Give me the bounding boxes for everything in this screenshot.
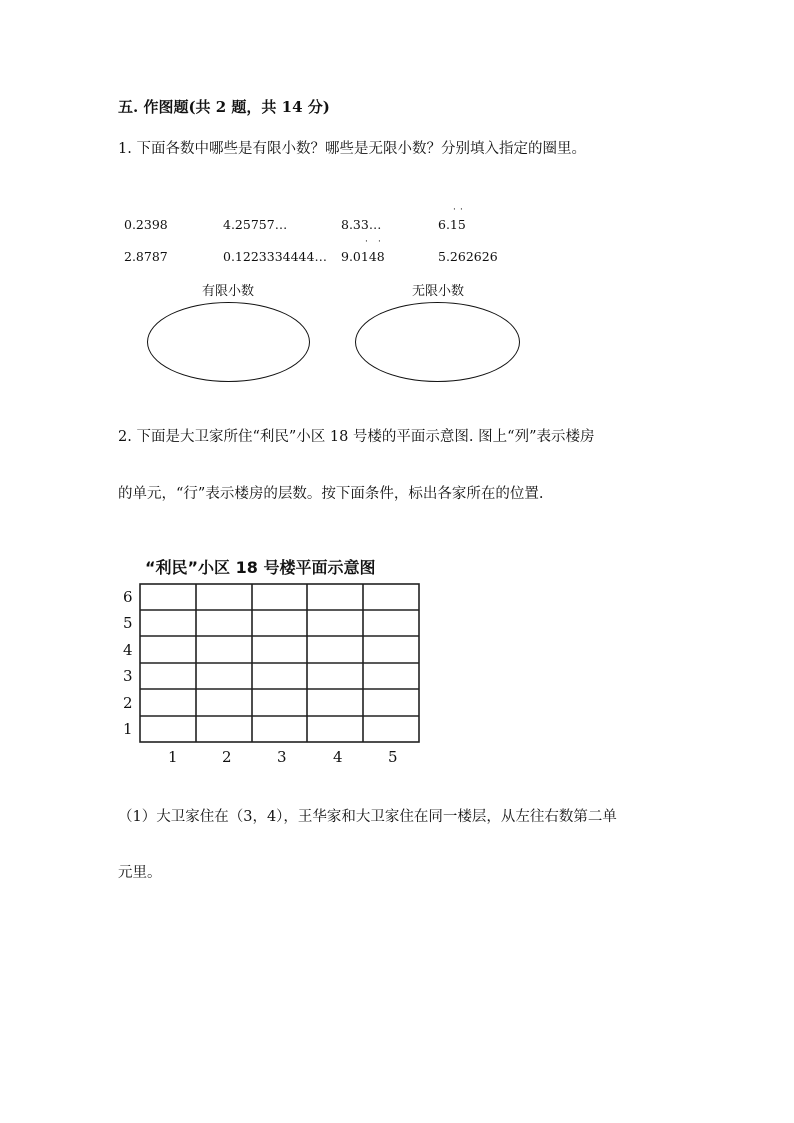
finite-decimal-label: 有限小数 [202, 284, 255, 299]
number-0-2398: 0.2398 [124, 217, 168, 232]
infinite-decimal-oval[interactable] [355, 302, 520, 382]
col-label: 5 [388, 748, 398, 766]
finite-decimal-oval[interactable] [147, 302, 310, 382]
col-label: 3 [277, 748, 287, 766]
number-0-1223334444: 0.1223334444… [223, 249, 327, 264]
row-label: 1 [123, 720, 133, 738]
number-9-0148: 9.0148 [341, 249, 385, 264]
question-1-text: 1. 下面各数中哪些是有限小数？哪些是无限小数？分别填入指定的圈里。 [118, 141, 586, 157]
number-8-33: 8.33… [341, 217, 382, 232]
row-label: 3 [123, 667, 133, 685]
repeat-dot: · [453, 205, 456, 215]
sub-question-1-line-1: （1）大卫家住在（3，4），王华家和大卫家住在同一楼层，从左往右数第二单 [118, 809, 617, 825]
row-label: 2 [123, 694, 133, 712]
grid-lines [140, 584, 419, 742]
number-5-262626: 5.262626 [438, 249, 498, 264]
question-2-line-1: 2. 下面是大卫家所住“利民”小区 18 号楼的平面示意图. 图上“列”表示楼房 [118, 429, 595, 445]
number-4-25757: 4.25757… [223, 217, 288, 232]
col-label: 2 [222, 748, 232, 766]
number-6-15: 6.15 [438, 217, 466, 232]
sub-question-1-line-2: 元里。 [118, 865, 162, 881]
col-label: 4 [333, 748, 343, 766]
col-label: 1 [168, 748, 178, 766]
repeat-dot: · [460, 205, 463, 215]
section-title: 五. 作图题(共 2 题，共 14 分) [118, 98, 330, 116]
row-label: 4 [123, 641, 133, 659]
repeat-dot: · [365, 237, 368, 247]
repeat-dot: · [378, 237, 381, 247]
row-label: 6 [123, 588, 133, 606]
grid-title: “利民”小区 18 号楼平面示意图 [145, 558, 376, 577]
number-2-8787: 2.8787 [124, 249, 168, 264]
infinite-decimal-label: 无限小数 [412, 284, 465, 299]
row-label: 5 [123, 614, 133, 632]
question-2-line-2: 的单元，“行”表示楼房的层数。按下面条件，标出各家所在的位置. [118, 486, 544, 502]
building-floor-plan-grid[interactable] [118, 578, 428, 768]
